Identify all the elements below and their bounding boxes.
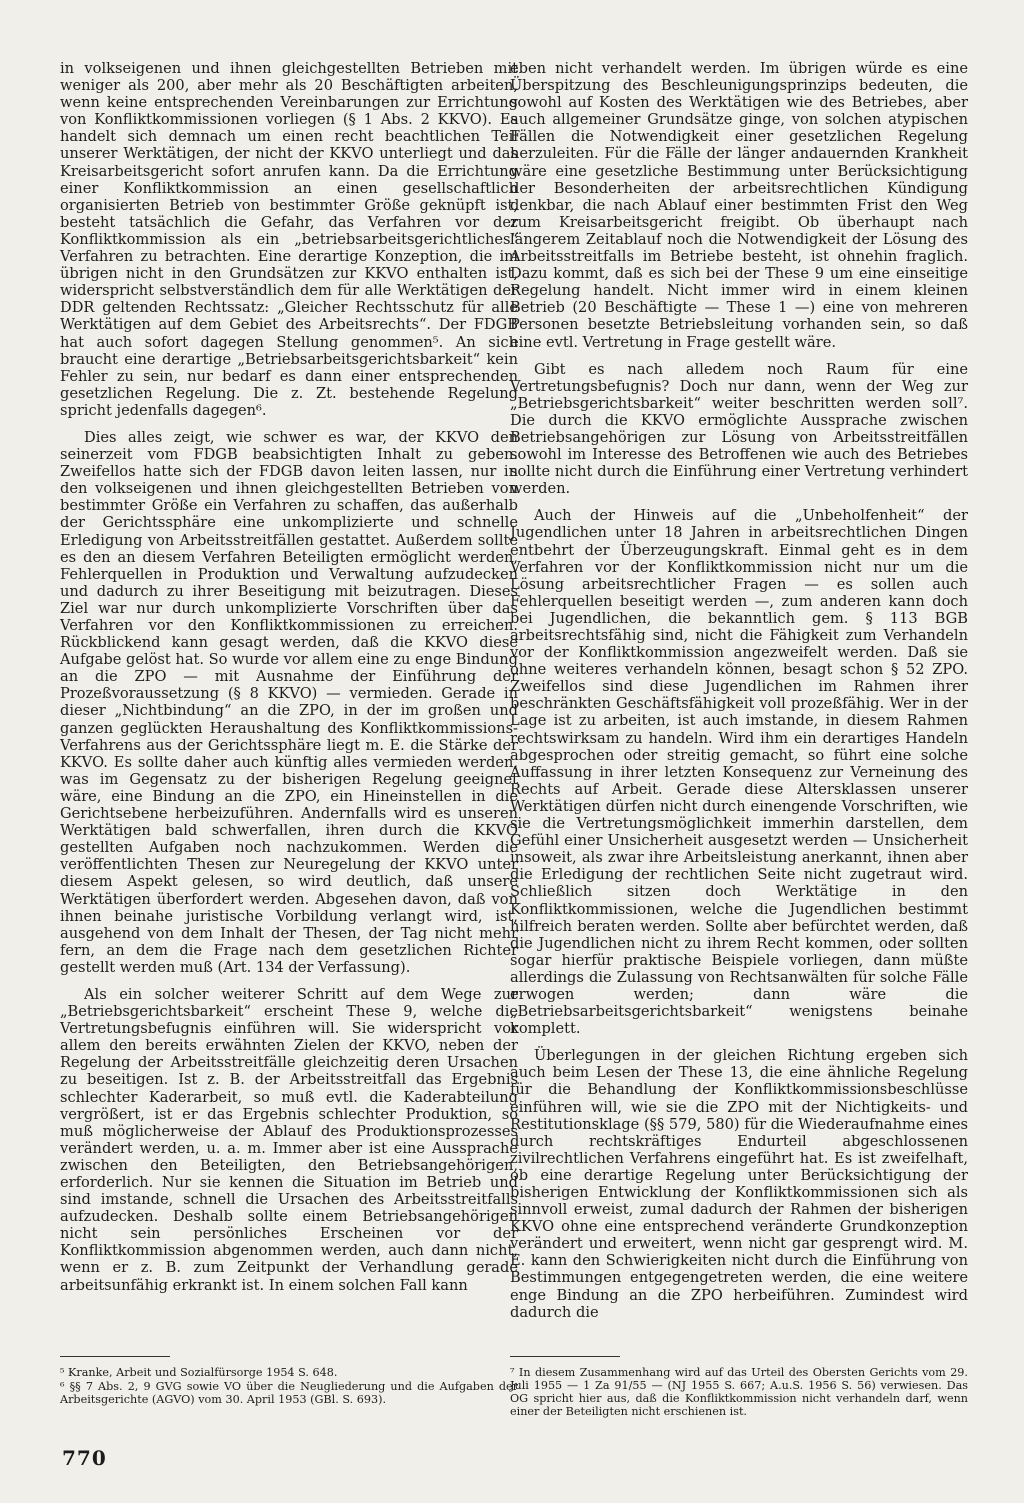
paragraph: Dies alles zeigt, wie schwer es war, der KKVO den seinerzeit vom FDGB beabsichtigten Inhalt zu geben. Zweifellos hatte sich der FDGB davon leiten lassen, nur in den volkseigenen und ihnen gleichgestellten Betrieben von bestimmter Größe ein Verfahren zu schaffen, das außerhalb der Gerichtssphäre eine unkomplizierte und schnelle Erledigung von Arbeitsstreitfällen gestattet. Außerdem sollte es den an diesem Verfahren Beteiligten ermöglicht werden, Fehlerquellen in Produktion und Verwaltung aufzudecken und dadurch zu ihrer Beseitigung mit beizutragen. Dieses Ziel war nur durch unkomplizierte Vorschriften über das Verfahren vor den Konfliktkommissionen zu erreichen. Rückblickend kann gesagt werden, daß die KKVO diese Aufgabe gelöst hat. So wurde vor allem eine zu enge Bindung an die ZPO — mit Ausnahme der Einführung der Prozeßvoraussetzung (§ 8 KKVO) — vermieden. Gerade in dieser „Nichtbindung“ an die ZPO, in der im großen und ganzen geglückten Heraushaltung des Konfliktkommissions-Verfahrens aus der Gerichtssphäre liegt m. E. die Stärke der KKVO. Es sollte daher auch künftig alles vermieden werden, was im Gegensatz zu der bisherigen Regelung geeignet wäre, eine Bindung an die ZPO, ein Hineinstellen in die Gerichtsebene herbeizuführen. Andernfalls wird es unseren Werktätigen bald schwerfallen, ihren durch die KKVO gestellten Aufgaben noch nachzukommen. Werden die veröffentlichten Thesen zur Neuregelung der KKVO unter diesem Aspekt gelesen, so wird deutlich, daß unsere Werktätigen überfordert werden. Abgesehen davon, daß von ihnen beinahe juristische Vorbildung verlangt wird, ist, ausgehend von dem Inhalt der Thesen, der Tag nicht mehr fern, an dem die Frage nach dem gesetzlichen Richter gestellt werden muß (Art. 134 der Verfassung). [60, 428, 519, 976]
footnote: ⁷ In diesem Zusammenhang wird auf das Urteil des Obersten Gerichts vom 29. Juli 1955 — 1 Za 91/55 — (NJ 1955 S. 667; A.u.S. 1956 S. 56) verwiesen. Das OG spricht hier aus, daß die Konfliktkommission nicht verhandeln darf, wenn einer der Beteiligten nicht erschienen ist. [510, 1366, 968, 1418]
footnote: ⁶ §§ 7 Abs. 2, 9 GVG sowie VO über die Neugliederung und die Aufgaben der Arbeitsgerichte (AGVO) vom 30. April 1953 (GBl. S. 693). [60, 1380, 518, 1406]
footnotes-right [510, 1366, 968, 1419]
paragraph: Gibt es nach alledem noch Raum für eine Vertretungsbefugnis? Doch nur dann, wenn der Weg zur „Betriebsgerichtsbarkeit“ weiter beschritten werden soll⁷. Die durch die KKVO ermöglichte Aussprache zwischen Betriebsangehörigen zur Lösung von Arbeitsstreitfällen sowohl im Interesse des Betroffenen wie auch des Betriebes sollte nicht durch die Einführung einer Vertretung verhindert werden. [510, 360, 968, 498]
footnote-divider [510, 1356, 620, 1357]
footnotes-left [60, 1366, 518, 1407]
paragraph: eben nicht verhandelt werden. Im übrigen würde es eine Überspitzung des Beschleunigungsprinzips bedeuten, die sowohl auf Kosten des Werktätigen wie des Betriebes, aber auch allgemeiner Grundsätze ginge, von solchen atypischen Fällen die Notwendigkeit einer gesetzlichen Regelung herzuleiten. Für die Fälle der länger andauernden Krankheit wäre eine gesetzliche Bestimmung unter Berücksichtigung der Besonderheiten der arbeitsrechtlichen Kündigung denkbar, die nach Ablauf einer bestimmten Frist den Weg zum Kreisarbeitsgericht freigibt. Ob überhaupt nach längerem Zeitablauf noch die Notwendigkeit der Lösung des Arbeitsstreitfalls im Betriebe besteht, ist ohnehin fraglich. Dazu kommt, daß es sich bei der These 9 um eine einseitige Regelung handelt. Nicht immer wird in einem kleinen Betrieb (20 Beschäftigte — These 1 —) eine von mehreren Personen besetzte Betriebsleitung vorhanden sein, so daß eine evtl. Vertretung in Frage gestellt wäre. [510, 60, 968, 351]
paragraph: Überlegungen in der gleichen Richtung ergeben sich auch beim Lesen der These 13, die eine ähnliche Regelung für die Behandlung der Konfliktkommissionsbeschlüsse einführen will, wie sie die ZPO mit der Nichtigkeits- und Restitutionsklage (§§ 579, 580) für die Wiederaufnahme eines durch rechtskräftiges Endurteil abgeschlossenen zivilrechtlichen Verfahrens eingeführt hat. Es ist zweifelhaft, ob eine derartige Regelung unter Berücksichtigung der bisherigen Entwicklung der Konfliktkommissionen sich als sinnvoll erweist, zumal dadurch der Rahmen der bisherigen KKVO ohne eine entsprechend veränderte Grundkonzeption verändert und erweitert, wenn nicht gar gesprengt wird. M. E. kann den Schwierigkeiten nicht durch die Einführung von Bestimmungen entgegengetreten werden, die eine weitere enge Bindung an die ZPO herbeiführen. Zumindest wird dadurch die [510, 1047, 968, 1321]
paragraph: Als ein solcher weiterer Schritt auf dem Wege zur „Betriebsgerichtsbarkeit“ erscheint These 9, welche die Vertretungsbefugnis einführen will. Sie widerspricht vor allem den bereits erwähnten Zielen der KKVO, neben der Regelung der Arbeitsstreitfälle gleichzeitig deren Ursachen zu beseitigen. Ist z. B. der Arbeitsstreitfall das Ergebnis schlechter Kaderarbeit, so muß evtl. die Kaderabteilung vergrößert, ist er das Ergebnis schlechter Produktion, so muß möglicherweise der Ablauf des Produktionsprozesses verändert werden, u. a. m. Immer aber ist eine Aussprache zwischen den Beteiligten, den Betriebsangehörigen, erforderlich. Nur sie kennen die Situation im Betrieb und sind imstande, schnell die Ursachen des Arbeitsstreitfalls aufzudecken. Deshalb sollte einem Betriebsangehörigen nicht sein persönliches Erscheinen vor der Konfliktkommission abgenommen werden, auch dann nicht, wenn er z. B. zum Zeitpunkt der Verhandlung gerade arbeitsunfähig erkrankt ist. In einem solchen Fall kann [60, 985, 518, 1294]
paragraph: Auch der Hinweis auf die „Unbeholfenheit“ der Jugendlichen unter 18 Jahren in arbeitsrechtlichen Dingen entbehrt der Überzeugungskraft. Einmal geht es in dem Verfahren vor der Konfliktkommission nicht nur um die Lösung arbeitsrechtlicher Fragen — es sollen auch Fehlerquellen beseitigt werden —, zum anderen kann doch bei Jugendlichen, die bekanntlich gem. § 113 BGB arbeitsrechtsfähig sind, nicht die Fähigkeit zum Verhandeln vor der Konfliktkommission angezweifelt werden. Daß sie ohne weiteres verhandeln können, besagt schon § 52 ZPO. Zweifellos sind diese Jugendlichen im Rahmen ihrer beschränkten Geschäftsfähigkeit voll prozeßfähig. Wer in der Lage ist zu arbeiten, ist auch imstande, in diesem Rahmen rechtswirksam zu handeln. Wird ihm ein derartiges Handeln abgesprochen oder streitig gemacht, so führt eine solche Auffassung in ihrer letzten Konsequenz zur Verneinung des Rechts auf Arbeit. Gerade diese Altersklassen unserer Werktätigen dürfen nicht durch einengende Vorschriften, wie sie die Vertretungsmöglichkeit immerhin darstellen, dem Gefühl einer Unsicherheit ausgesetzt werden — Unsicherheit insoweit, als zwar ihre Arbeitsleistung anerkannt, ihnen aber die Erledigung der rechtlichen Seite nicht zugetraut wird. Schließlich sitzen doch Werktätige in den Konfliktkommissionen, welche die Jugendlichen bestimmt hilfreich beraten werden. Sollte aber befürchtet werden, daß die Jugendlichen nicht zu ihrem Recht kommen, oder sollten sogar hierfür praktische Beispiele vorliegen, dann müßte allerdings die Zulassung von Rechtsanwälten für solche Fälle erwogen werden; dann wäre die „Betriebsarbeitsgerichtsbarkeit“ wenigstens beinahe komplett. [510, 507, 968, 1038]
right-column [510, 60, 968, 1321]
left-column [60, 60, 518, 1294]
page-number: 770 [62, 1446, 107, 1470]
paragraph: in volkseigenen und ihnen gleichgestellten Betrieben mit weniger als 200, aber mehr als 20 Beschäftigten arbeiten, wenn keine entsprechenden Vereinbarungen zur Errichtung von Konfliktkommissionen vorliegen (§ 1 Abs. 2 KKVO). Es handelt sich demnach um einen recht beachtlichen Teil unserer Werktätigen, der nicht der KKVO unterliegt und das Kreisarbeitsgericht sofort anrufen kann. Da die Errichtung einer Konfliktkommission an einen gesellschaftlich organisierten Betrieb von bestimmter Größe geknüpft ist, besteht tatsächlich die Gefahr, das Verfahren vor der Konfliktkommission als ein „betriebsarbeitsgerichtliches“ Verfahren zu betrachten. Eine derartige Konzeption, die im übrigen nicht in den Grundsätzen zur KKVO enthalten ist, widerspricht selbstverständlich dem für alle Werktätigen der DDR geltenden Rechtssatz: „Gleicher Rechtsschutz für alle Werktätigen auf dem Gebiet des Arbeitsrechts“. Der FDGB hat auch sofort dagegen Stellung genommen⁵. An sich braucht eine derartige „Betriebsarbeitsgerichtsbarkeit“ kein Fehler zu sein, nur bedarf es dann einer entsprechenden gesetzlichen Regelung. Die z. Zt. bestehende Regelung spricht jedenfalls dagegen⁶. [60, 60, 518, 419]
footnote-divider [60, 1356, 170, 1357]
footnote: ⁵ Kranke, Arbeit und Sozialfürsorge 1954 S. 648. [60, 1366, 338, 1379]
